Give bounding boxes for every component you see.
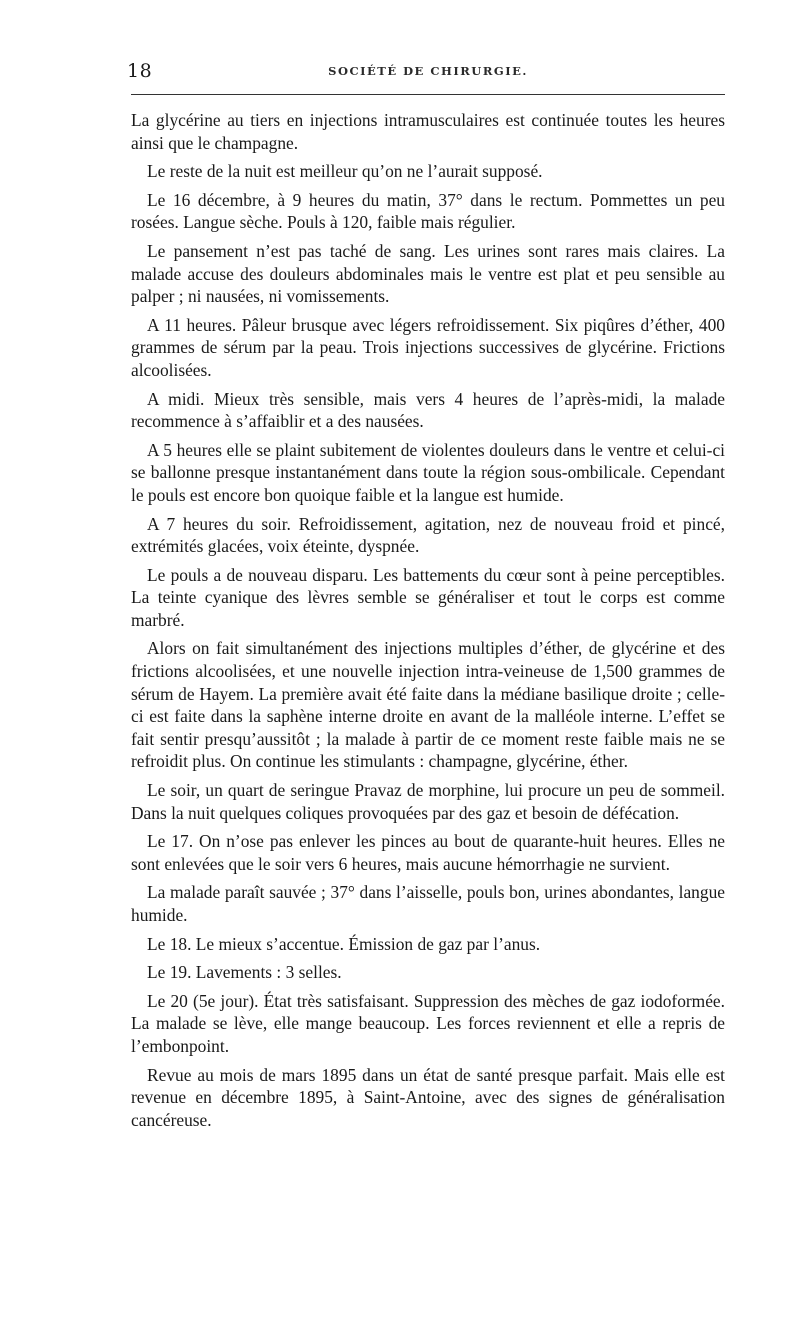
paragraph-7: A 5 heures elle se plaint subitement de violentes douleurs dans le ventre et celui-ci se ballonne presque instantanément dans toute la région sous-ombilicale. Cependant le pouls est encore bon quoique faible et la langue est humide. bbox=[131, 439, 725, 505]
paragraph-16: Le 20 (5e jour). État très satisfaisant. Suppression des mèches de gaz iodoformée. La malade se lève, elle mange beaucoup. Les forces reviennent et elle a repris de l’embonpoint. bbox=[131, 990, 725, 1056]
paragraph-10: Alors on fait simultanément des injections multiples d’éther, de glycérine et des frictions alcoolisées, et une nouvelle injection intra-veineuse de 1,500 grammes de sérum de Hayem. La première avait été faite dans la médiane basilique droite ; celle-ci est faite dans la saphène interne droite en avant de la malléole interne. L’effet se fait sentir presqu’aussitôt ; la malade à partir de ce moment reste faible mais ne se refroidit plus. On continue les stimulants : champagne, glycérine, éther. bbox=[131, 638, 725, 772]
page-number: 18 bbox=[127, 60, 153, 82]
paragraph-17: Revue au mois de mars 1895 dans un état de santé presque parfait. Mais elle est revenue en décembre 1895, à Saint-Antoine, avec des signes de généralisation cancéreuse. bbox=[131, 1064, 725, 1130]
paragraph-2: Le reste de la nuit est meilleur qu’on ne l’aurait supposé. bbox=[147, 161, 543, 182]
page bbox=[127, 60, 725, 1137]
paragraph-15: Le 19. Lavements : 3 selles. bbox=[147, 962, 342, 983]
paragraph-11: Le soir, un quart de seringue Pravaz de morphine, lui procure un peu de sommeil. Dans la nuit quelques coliques provoquées par des gaz et besoin de défécation. bbox=[131, 780, 725, 823]
journal-title: SOCIÉTÉ DE CHIRURGIE. bbox=[328, 64, 528, 78]
paragraph-8: A 7 heures du soir. Refroidissement, agitation, nez de nouveau froid et pincé, extrémités glacées, voix éteinte, dyspnée. bbox=[131, 513, 725, 557]
body-text bbox=[131, 109, 725, 1131]
header-rule bbox=[131, 94, 725, 95]
paragraph-13: La malade paraît sauvée ; 37° dans l’aisselle, pouls bon, urines abondantes, langue humide. bbox=[131, 882, 725, 925]
running-head bbox=[127, 60, 725, 88]
paragraph-3: Le 16 décembre, à 9 heures du matin, 37° dans le rectum. Pommettes un peu rosées. Langue sèche. Pouls à 120, faible mais régulier. bbox=[131, 189, 725, 233]
paragraph-14: Le 18. Le mieux s’accentue. Émission de gaz par l’anus. bbox=[147, 933, 541, 954]
paragraph-6: A midi. Mieux très sensible, mais vers 4 heures de l’après-midi, la malade recommence à s’affaiblir et a des nausées. bbox=[131, 388, 725, 432]
paragraph-9: Le pouls a de nouveau disparu. Les battements du cœur sont à peine perceptibles. La teinte cyanique des lèvres semble se généraliser et tout le corps est comme marbré. bbox=[131, 564, 725, 630]
paragraph-4: Le pansement n’est pas taché de sang. Les urines sont rares mais claires. La malade accuse des douleurs abdominales mais le ventre est plat et peu sensible au palper ; ni nausées, ni vomissements. bbox=[131, 240, 725, 307]
paragraph-5: A 11 heures. Pâleur brusque avec légers refroidissement. Six piqûres d’éther, 400 grammes de sérum par la peau. Trois injections successives de glycérine. Frictions alcoolisées. bbox=[131, 314, 725, 380]
paragraph-1: La glycérine au tiers en injections intramusculaires est continuée toutes les heures ainsi que le champagne. bbox=[131, 110, 725, 153]
paragraph-12: Le 17. On n’ose pas enlever les pinces au bout de quarante-huit heures. Elles ne sont enlevées que le soir vers 6 heures, mais aucune hémorrhagie ne survient. bbox=[131, 831, 725, 874]
